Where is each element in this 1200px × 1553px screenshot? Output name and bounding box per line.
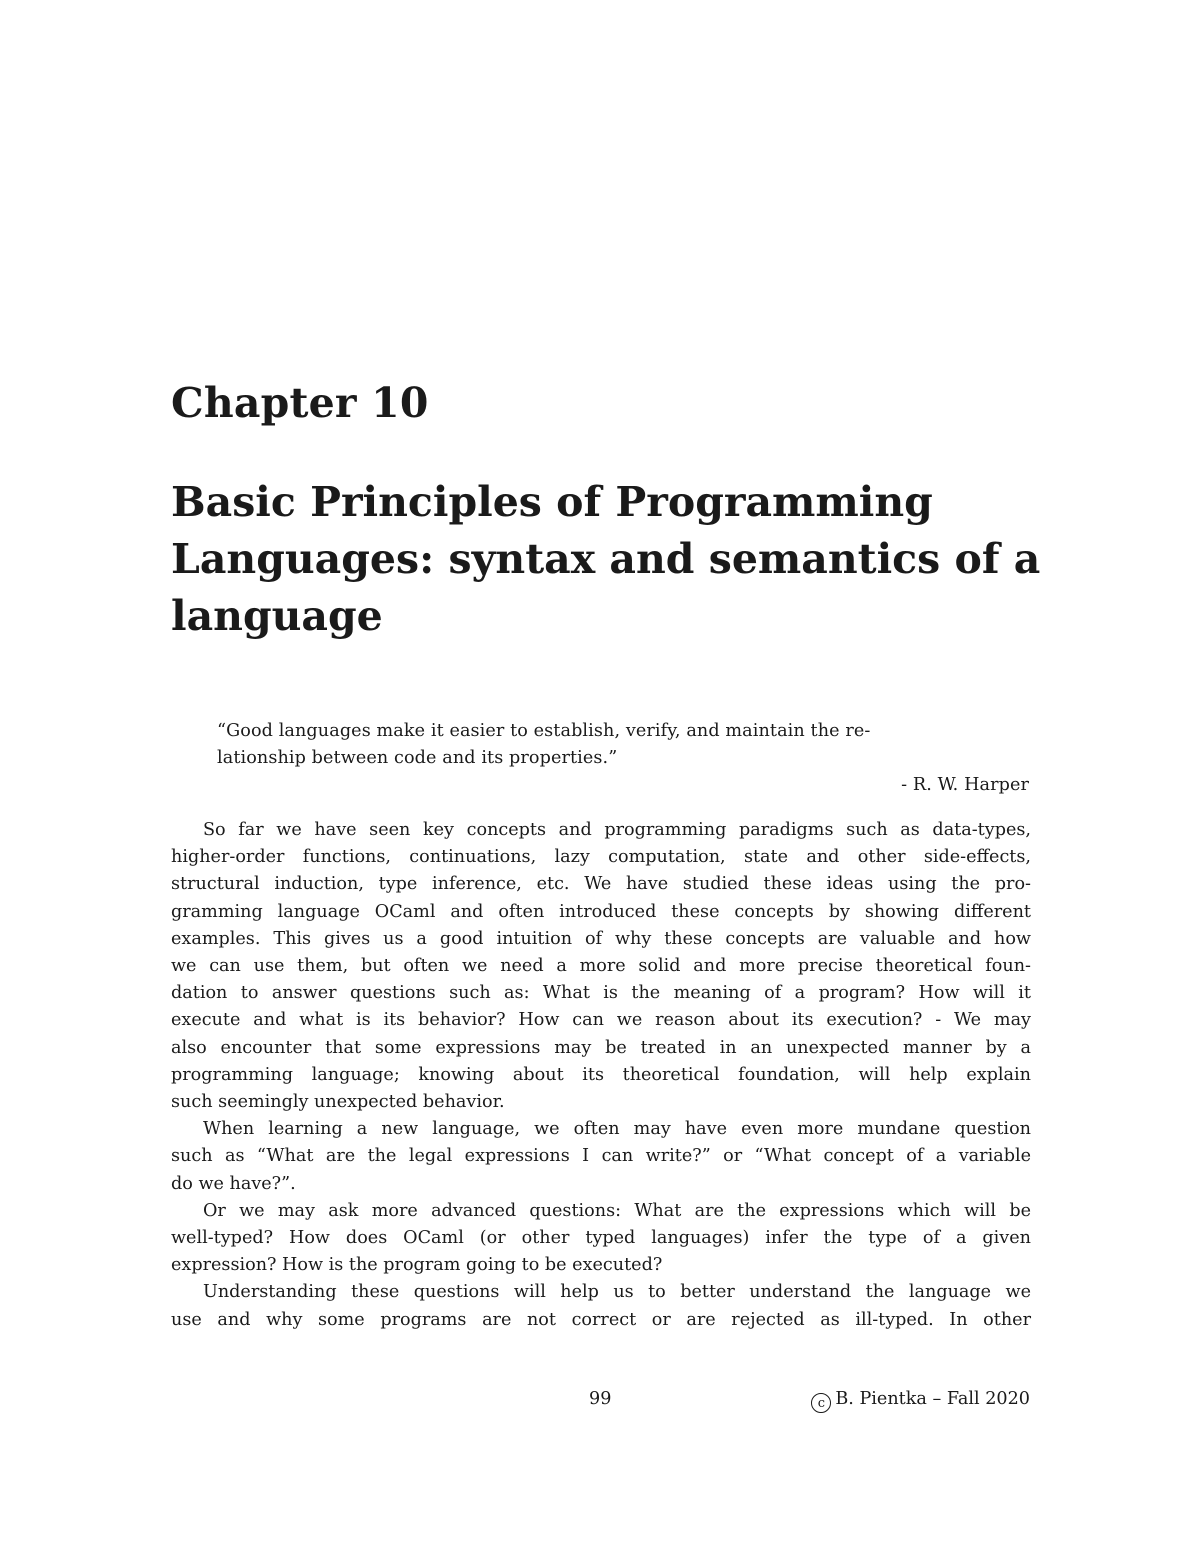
paragraph-line: such seemingly unexpected behavior.	[171, 1092, 505, 1113]
paragraph-line: use and why some programs are not correct or are rejected as ill-typed. In other	[171, 1309, 1031, 1330]
paragraph-line: also encounter that some expressions may be treated in an unexpected manner by a	[171, 1037, 1031, 1058]
paragraph-line: gramming language OCaml and often introduced these concepts by showing different	[171, 901, 1031, 922]
paragraph-line: When learning a new language, we often may have even more mundane question	[203, 1119, 1031, 1140]
paragraph-line: dation to answer questions such as: What is the meaning of a program? How will it	[171, 983, 1031, 1004]
paragraph-line: higher-order functions, continuations, lazy computation, state and other side-effects,	[171, 847, 1031, 868]
paragraph-line: well-typed? How does OCaml (or other typed languages) infer the type of a given	[171, 1228, 1031, 1249]
paragraph-line: Understanding these questions will help us to better understand the language we	[203, 1282, 1031, 1303]
chapter-title-line: language	[171, 592, 383, 640]
paragraph-line: Or we may ask more advanced questions: What are the expressions which will be	[203, 1200, 1031, 1221]
paragraph-line: we can use them, but often we need a more solid and more precise theoretical foun-	[171, 956, 1031, 977]
epigraph	[217, 718, 1029, 799]
chapter-title-line: Basic Principles of Programming	[171, 478, 933, 526]
paragraph-line: So far we have seen key concepts and programming paradigms such as data-types,	[203, 820, 1031, 840]
chapter-title-line: Languages: syntax and semantics of a	[171, 535, 1041, 583]
paragraph-line: programming language; knowing about its theoretical foundation, will help explain	[171, 1064, 1031, 1085]
chapter-label: Chapter 10	[171, 379, 429, 427]
paragraph-line: expression? How is the program going to be executed?	[171, 1255, 663, 1276]
copyright-notice	[811, 1385, 1030, 1413]
body-text	[171, 817, 1031, 1334]
copyright-icon: c	[811, 1393, 831, 1413]
epigraph-line: “Good languages make it easier to establish, verify, and maintain the re-	[217, 721, 871, 741]
epigraph-author: - R. W. Harper	[901, 775, 1029, 795]
paragraph-line: execute and what is its behavior? How can we reason about its execution? - We may	[171, 1010, 1031, 1031]
paragraph-line: do we have?”.	[171, 1173, 296, 1194]
epigraph-line: lationship between code and its properties.”	[217, 748, 618, 768]
page-number: 99	[589, 1389, 612, 1409]
copyright-text: B. Pientka – Fall 2020	[835, 1389, 1030, 1409]
chapter-title	[171, 474, 1051, 645]
paragraph-line: examples. This gives us a good intuition of why these concepts are valuable and how	[171, 928, 1031, 949]
paragraph-line: structural induction, type inference, etc. We have studied these ideas using the pro-	[171, 874, 1031, 895]
paragraph-line: such as “What are the legal expressions I can write?” or “What concept of a variable	[171, 1146, 1031, 1167]
